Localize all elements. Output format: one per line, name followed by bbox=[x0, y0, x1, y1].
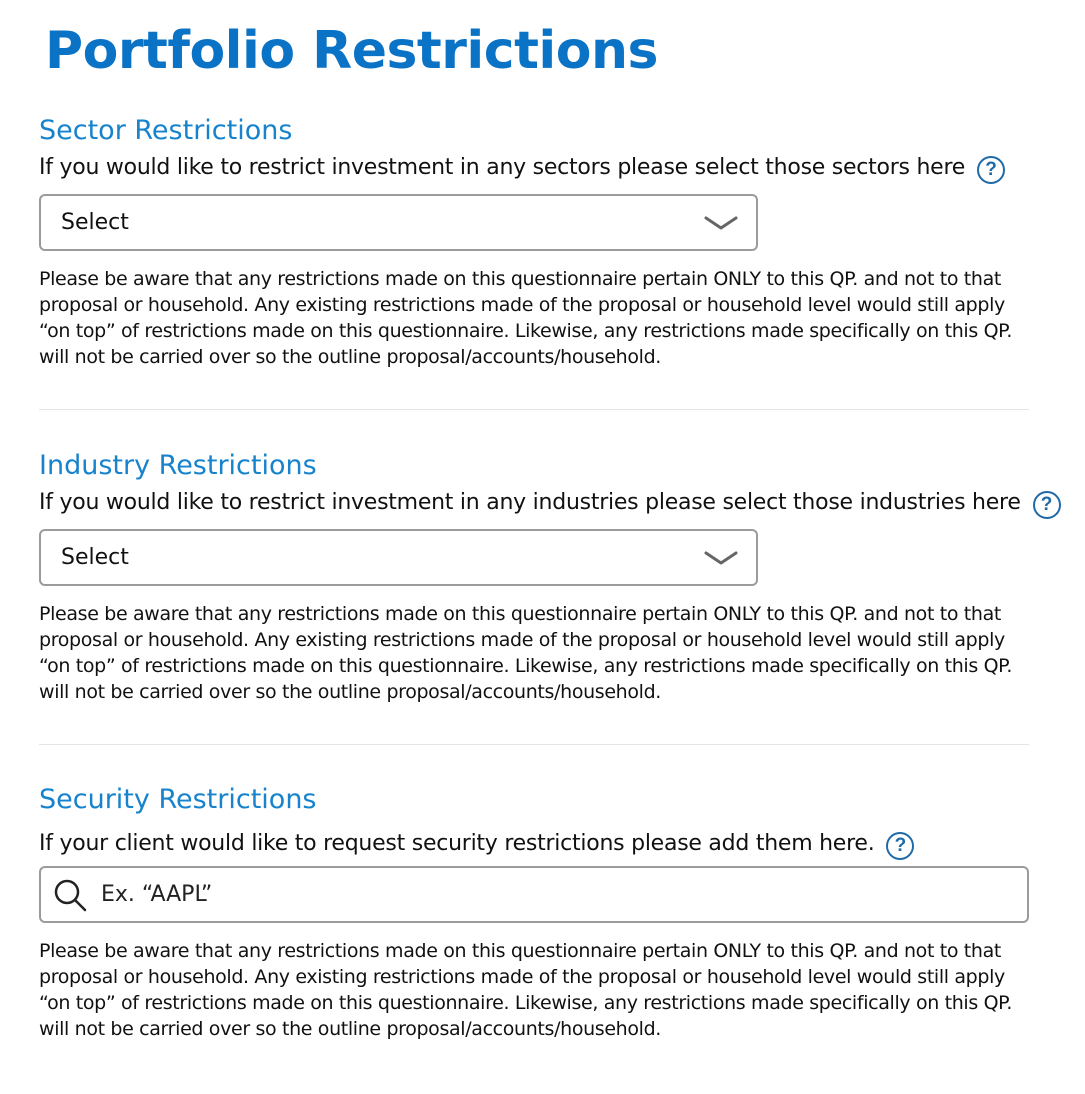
industry-restrictions-section bbox=[39, 448, 1053, 705]
sector-prompt-text: If you would like to restrict investment in any sectors please select those sectors here bbox=[39, 155, 966, 180]
sector-restrictions-section bbox=[39, 113, 1029, 370]
industry-restrictions-heading: Industry Restrictions bbox=[39, 450, 317, 481]
question-mark-circle-icon[interactable]: ? bbox=[1033, 491, 1061, 519]
industry-prompt-row bbox=[39, 487, 1053, 519]
industry-select-value: Select bbox=[61, 545, 129, 570]
security-search-input[interactable] bbox=[101, 875, 1015, 915]
sector-select-dropdown[interactable] bbox=[39, 194, 758, 251]
security-prompt-text: If your client would like to request security restrictions please add them here. bbox=[39, 831, 875, 856]
industry-disclaimer: Please be aware that any restrictions made on this questionnaire pertain ONLY to this QP. and not to that proposal or household. Any existing restrictions made of the proposal or household level would still apply “on top” of restrictions made on this questionnaire. Likewise, any restrictions made specifically on this QP. will not be carried over so the outline proposal/accounts/household. bbox=[39, 603, 1013, 703]
security-disclaimer: Please be aware that any restrictions made on this questionnaire pertain ONLY to this QP. and not to that proposal or household. Any existing restrictions made of the proposal or household level would still apply “on top” of restrictions made on this questionnaire. Likewise, any restrictions made specifically on this QP. will not be carried over so the outline proposal/accounts/household. bbox=[39, 940, 1013, 1040]
sector-disclaimer: Please be aware that any restrictions made on this questionnaire pertain ONLY to this QP. and not to that proposal or household. Any existing restrictions made of the proposal or household level would still apply “on top” of restrictions made on this questionnaire. Likewise, any restrictions made specifically on this QP. will not be carried over so the outline proposal/accounts/household. bbox=[39, 268, 1013, 368]
industry-select-dropdown[interactable] bbox=[39, 529, 758, 586]
chevron-down-icon bbox=[704, 214, 738, 232]
security-search-box[interactable] bbox=[39, 866, 1029, 923]
sector-prompt-row bbox=[39, 152, 1029, 184]
security-restrictions-heading: Security Restrictions bbox=[39, 784, 317, 815]
page-title: Portfolio Restrictions bbox=[45, 21, 658, 81]
sector-restrictions-heading: Sector Restrictions bbox=[39, 115, 293, 146]
security-prompt-row bbox=[39, 828, 1029, 860]
security-restrictions-section bbox=[39, 782, 1029, 1042]
question-mark-circle-icon[interactable]: ? bbox=[886, 832, 914, 860]
section-divider bbox=[39, 744, 1029, 745]
chevron-down-icon bbox=[704, 549, 738, 567]
question-mark-circle-icon[interactable]: ? bbox=[977, 156, 1005, 184]
industry-prompt-text: If you would like to restrict investment in any industries please select those industries here bbox=[39, 490, 1021, 515]
section-divider bbox=[39, 409, 1029, 410]
search-icon bbox=[53, 878, 87, 912]
sector-select-value: Select bbox=[61, 210, 129, 235]
